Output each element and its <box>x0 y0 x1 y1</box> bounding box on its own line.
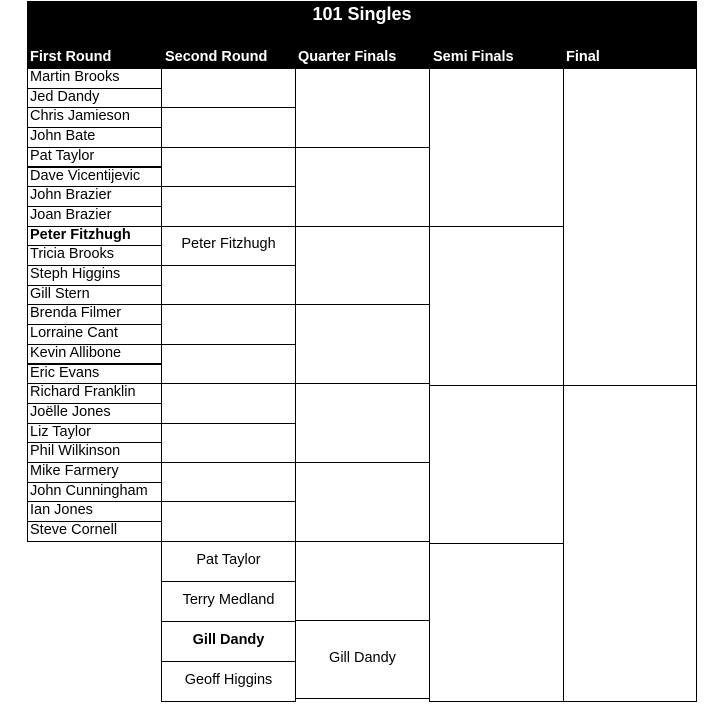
quarter-final-winner: Gill Dandy <box>329 650 396 666</box>
second-round-cell <box>161 107 296 147</box>
page-title: 101 Singles <box>312 4 412 24</box>
first-round-player: Lorraine Cant <box>30 325 118 342</box>
quarter-final-cell <box>295 304 430 384</box>
quarter-final-cell <box>295 383 430 463</box>
quarter-final-cell <box>295 68 430 148</box>
quarter-final-cell <box>295 541 430 621</box>
header-first-round: First Round <box>30 49 112 65</box>
semi-final-cell <box>429 68 564 227</box>
second-round-cell <box>161 344 296 384</box>
first-round-player: Eric Evans <box>30 364 100 381</box>
first-round-player: Pat Taylor <box>30 147 95 164</box>
first-round-player: Steph Higgins <box>30 266 121 282</box>
first-round-player: Phil Wilkinson <box>30 443 121 460</box>
second-round-bye-player: Pat Taylor <box>196 551 261 568</box>
first-round-player: Dave Vicentijevic <box>30 167 141 184</box>
first-round-player: Jed Dandy <box>30 88 100 105</box>
second-round-cell <box>161 501 296 541</box>
first-round-player: Liz Taylor <box>30 423 91 440</box>
first-round-player: Ian Jones <box>30 502 93 519</box>
second-round-cell <box>161 265 296 305</box>
second-round-cell <box>161 68 296 108</box>
first-round-player: Kevin Allibone <box>30 344 122 361</box>
first-round-player: Mike Farmery <box>30 463 119 479</box>
second-round-cell <box>161 186 296 226</box>
semi-final-cell <box>429 543 564 702</box>
second-round-bye-player: Terry Medland <box>182 591 275 608</box>
first-round-player: John Brazier <box>30 187 112 204</box>
first-round-player: Gill Stern <box>30 285 90 302</box>
second-round-winner: Peter Fitzhugh <box>181 235 276 252</box>
first-round-player: Joan Brazier <box>30 206 112 223</box>
quarter-final-cell <box>295 226 430 306</box>
second-round-cell <box>161 147 296 187</box>
semi-final-cell <box>429 226 564 385</box>
final-cell <box>563 385 697 703</box>
header-second-round: Second Round <box>165 49 268 65</box>
first-round-player: John Bate <box>30 128 96 145</box>
header-semi-finals: Semi Finals <box>433 49 514 65</box>
first-round-player: Tricia Brooks <box>30 246 115 263</box>
first-round-player: Richard Franklin <box>30 384 136 401</box>
second-round-cell <box>161 304 296 344</box>
first-round-player: John Cunningham <box>30 482 148 499</box>
quarter-final-cell <box>295 147 430 227</box>
final-cell <box>563 68 697 386</box>
semi-final-cell <box>429 385 564 544</box>
second-round-bye-player: Geoff Higgins <box>184 671 273 688</box>
second-round-cell <box>161 462 296 502</box>
first-round-player: Brenda Filmer <box>30 305 122 322</box>
second-round-cell <box>161 383 296 423</box>
first-round-player: Steve Cornell <box>30 522 118 539</box>
quarter-final-cell <box>295 462 430 542</box>
first-round-player: Martin Brooks <box>30 69 120 85</box>
header-final: Final <box>566 49 600 65</box>
first-round-player: Joëlle Jones <box>30 403 111 420</box>
header-quarter-finals: Quarter Finals <box>298 49 397 65</box>
second-round-bye-player: Gill Dandy <box>192 631 265 648</box>
second-round-cell <box>161 423 296 463</box>
first-round-player: Chris Jamieson <box>30 108 130 125</box>
first-round-player: Peter Fitzhugh <box>30 226 131 243</box>
